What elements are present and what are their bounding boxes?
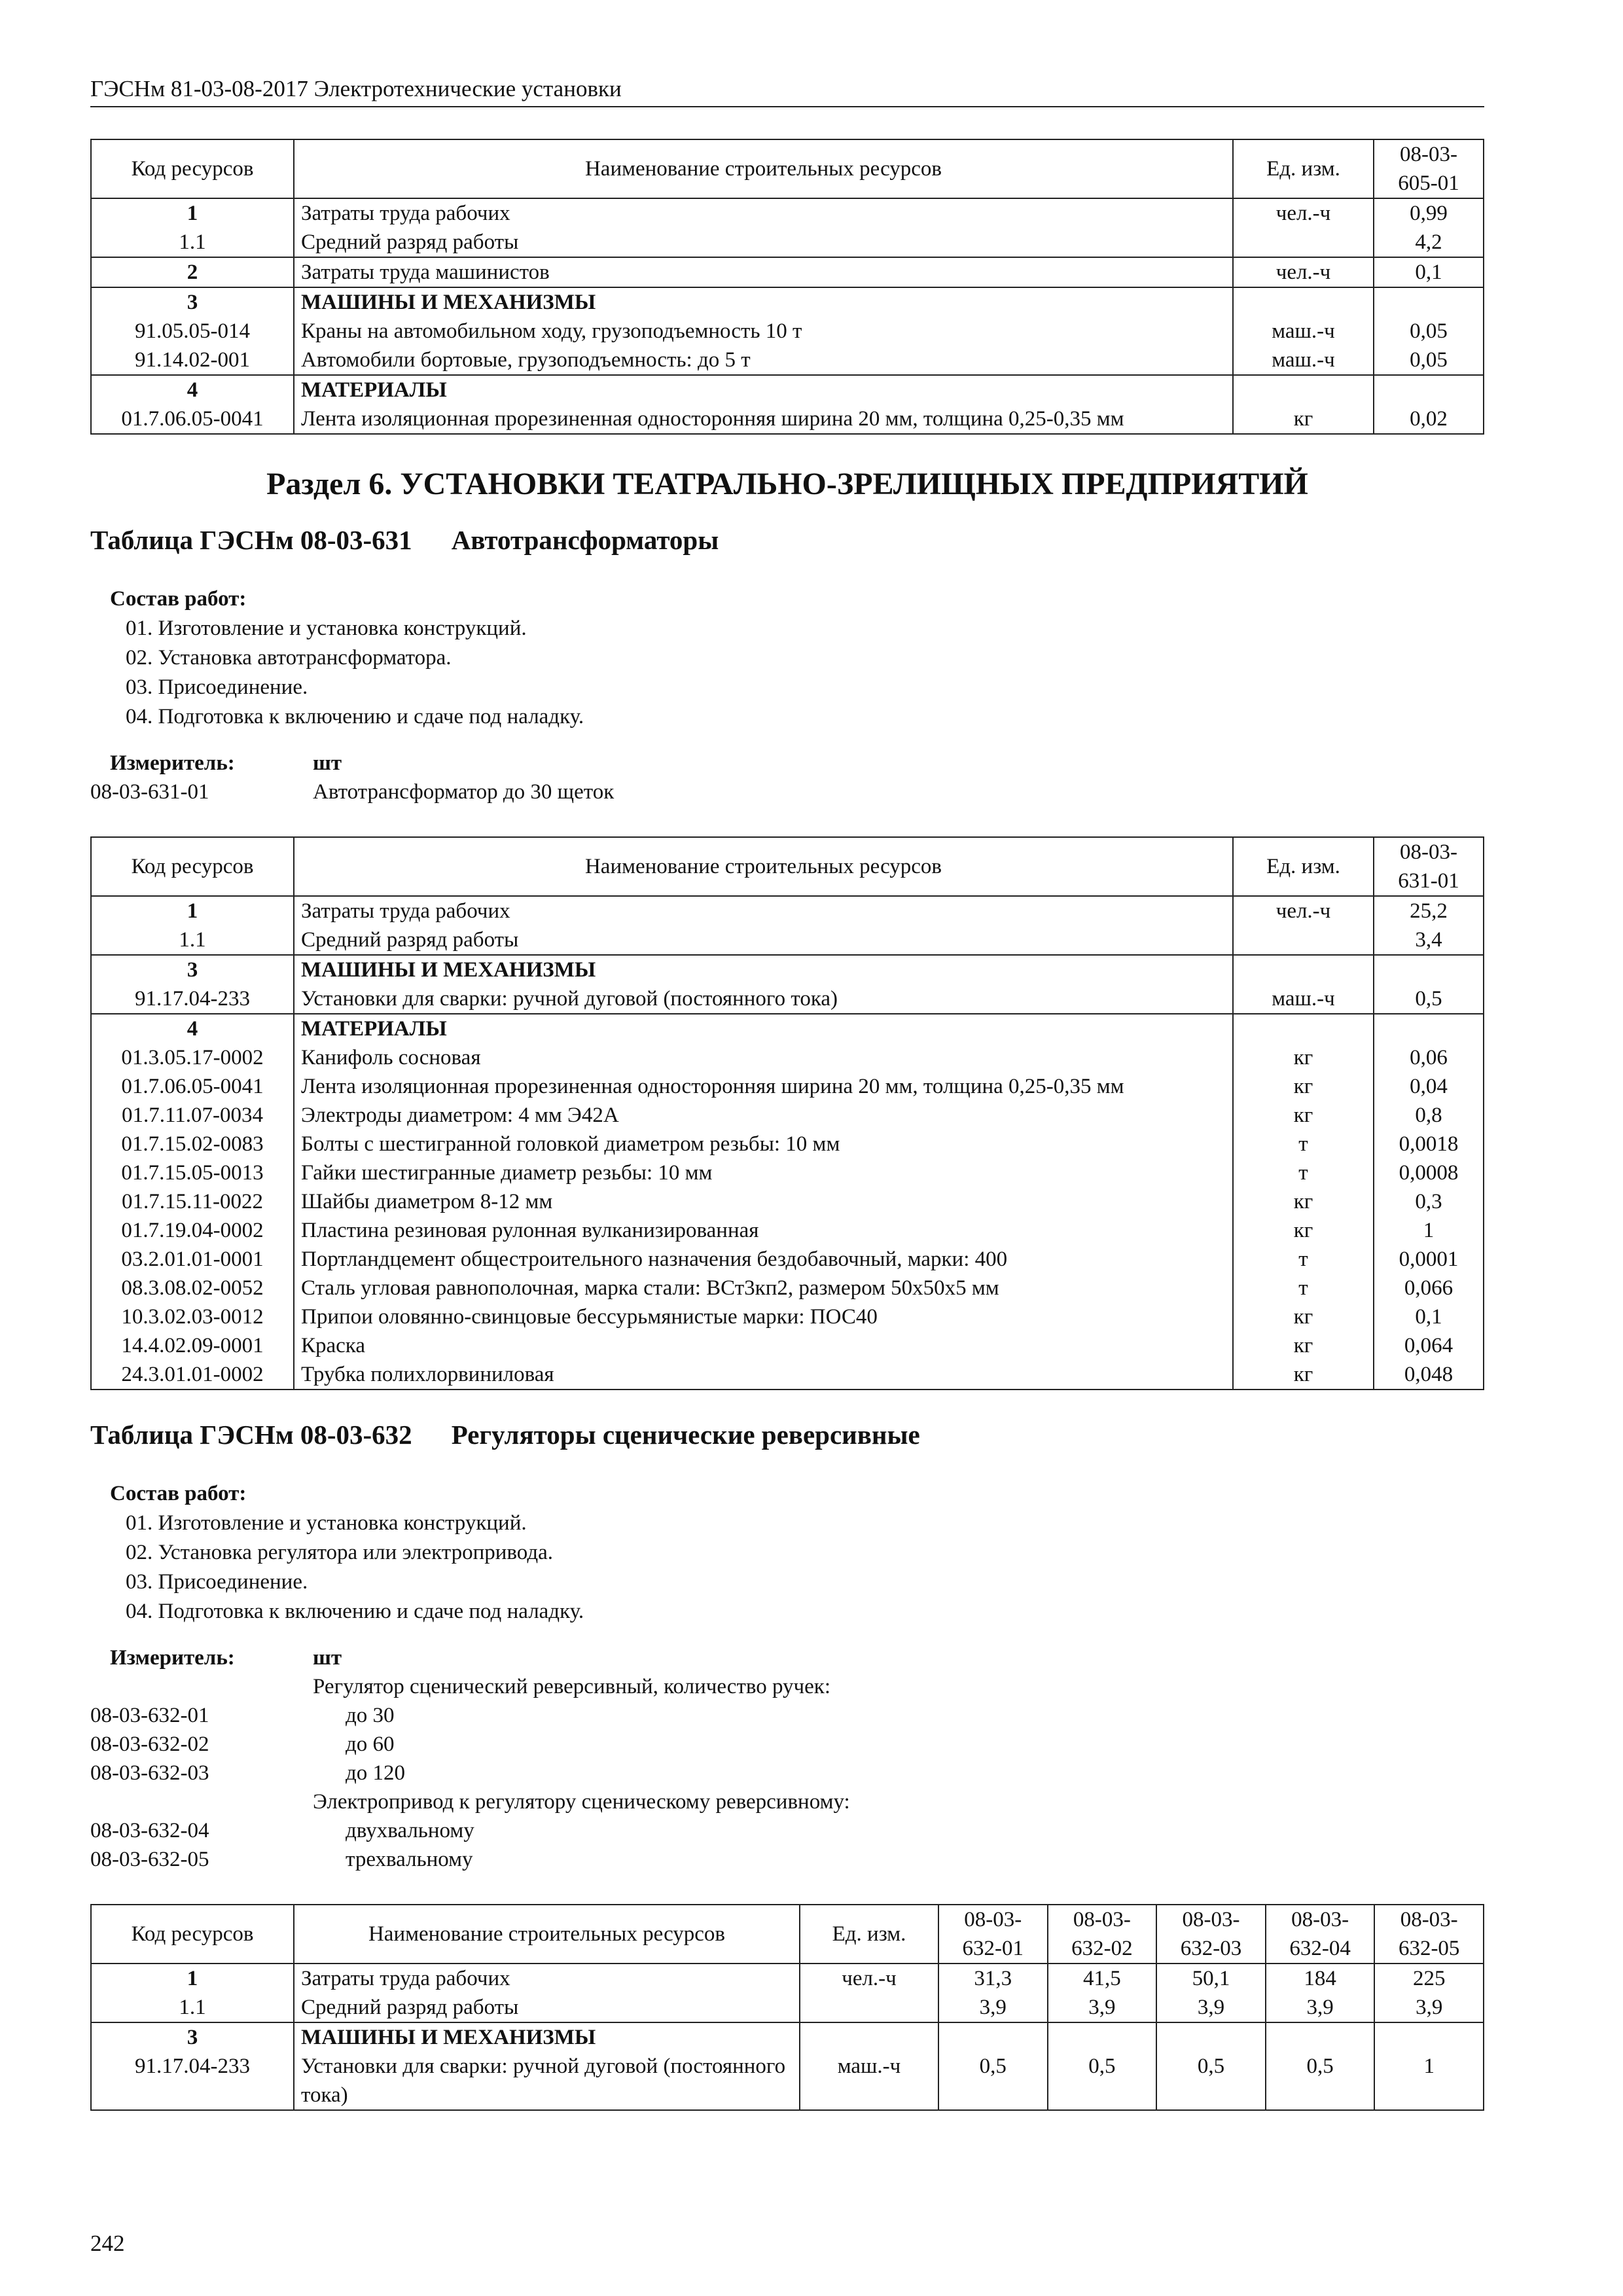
table-cell xyxy=(1374,287,1484,317)
work-composition-631 xyxy=(110,584,1484,732)
table-cell xyxy=(800,1993,938,2022)
col-norm-header: 08-03-632-04 xyxy=(1266,1905,1375,1964)
meter-unit: шт xyxy=(313,1646,342,1670)
table-row xyxy=(91,984,1484,1014)
table-cell: 0,1 xyxy=(1374,257,1484,287)
col-norm-header: 08-03-631-01 xyxy=(1374,837,1484,896)
table-cell xyxy=(938,2022,1048,2052)
table-cell: 4 xyxy=(91,1014,294,1043)
table-cell xyxy=(1266,2022,1375,2052)
meter-row xyxy=(90,1730,850,1759)
table-body xyxy=(91,1964,1484,2110)
meter-row xyxy=(90,1701,850,1730)
meter-block-631 xyxy=(90,749,614,806)
table-cell: 0,04 xyxy=(1374,1072,1484,1101)
meter-text: до 60 xyxy=(346,1732,395,1756)
table-cell: Канифоль сосновая xyxy=(294,1043,1233,1072)
table-cell: 0,3 xyxy=(1374,1187,1484,1216)
table-cell: маш.-ч xyxy=(800,2052,938,2110)
table-row xyxy=(91,1072,1484,1101)
table-row xyxy=(91,228,1484,257)
table-cell: 0,05 xyxy=(1374,317,1484,346)
table-cell: кг xyxy=(1233,1331,1374,1360)
col-name-header: Наименование строительных ресурсов xyxy=(294,139,1233,198)
table-632-name: Регуляторы сценические реверсивные xyxy=(451,1420,920,1450)
table-cell: чел.-ч xyxy=(1233,257,1374,287)
meter-code: 08-03-632-05 xyxy=(90,1848,209,1871)
table-row xyxy=(91,925,1484,955)
table-cell: 0,048 xyxy=(1374,1360,1484,1390)
table-cell: 225 xyxy=(1374,1964,1484,1993)
table-row xyxy=(91,1993,1484,2022)
table-cell xyxy=(1374,375,1484,404)
table-cell: 91.17.04-233 xyxy=(91,2052,294,2110)
col-norm-header: 08-03-632-02 xyxy=(1048,1905,1157,1964)
col-norm-header: 08-03-632-01 xyxy=(938,1905,1048,1964)
table-cell: кг xyxy=(1233,404,1374,434)
table-row xyxy=(91,1274,1484,1302)
section-title: Раздел 6. УСТАНОВКИ ТЕАТРАЛЬНО-ЗРЕЛИЩНЫХ ПРЕДПРИЯТИЙ xyxy=(266,467,1308,501)
resource-table-631 xyxy=(90,836,1484,1390)
table-cell: чел.-ч xyxy=(1233,896,1374,925)
table-cell xyxy=(1374,955,1484,984)
table-cell xyxy=(1156,2022,1266,2052)
table-cell: чел.-ч xyxy=(1233,198,1374,228)
col-code-header: Код ресурсов xyxy=(91,139,294,198)
table-cell: Портландцемент общестроительного назначения бездобавочный, марки: 400 xyxy=(294,1245,1233,1274)
table-cell: 1.1 xyxy=(91,228,294,257)
table-cell: 0,06 xyxy=(1374,1043,1484,1072)
col-norm-header: 08-03-632-05 xyxy=(1374,1905,1484,1964)
table-cell: 50,1 xyxy=(1156,1964,1266,1993)
table-cell: 3,4 xyxy=(1374,925,1484,955)
meter-row xyxy=(90,1672,850,1701)
table-cell: 01.7.06.05-0041 xyxy=(91,404,294,434)
meter-row xyxy=(90,1816,850,1845)
col-name-header: Наименование строительных ресурсов xyxy=(294,837,1233,896)
table-cell: 08.3.08.02-0052 xyxy=(91,1274,294,1302)
table-cell: маш.-ч xyxy=(1233,984,1374,1014)
meter-text: двухвальному xyxy=(346,1819,474,1842)
table-cell: кг xyxy=(1233,1101,1374,1130)
table-cell: 0,064 xyxy=(1374,1331,1484,1360)
table-cell: МАТЕРИАЛЫ xyxy=(294,1014,1233,1043)
table-cell: 4,2 xyxy=(1374,228,1484,257)
table-cell: Лента изоляционная прорезиненная односторонняя ширина 20 мм, толщина 0,25-0,35 мм xyxy=(294,1072,1233,1101)
meter-unit: шт xyxy=(313,751,342,775)
table-cell: 25,2 xyxy=(1374,896,1484,925)
table-row xyxy=(91,317,1484,346)
meter-text: Электропривод к регулятору сценическому реверсивному: xyxy=(313,1790,850,1814)
table-631-name: Автотрансформаторы xyxy=(451,525,719,555)
table-row xyxy=(91,1158,1484,1187)
col-code-header: Код ресурсов xyxy=(91,837,294,896)
col-unit-header: Ед. изм. xyxy=(800,1905,938,1964)
table-cell: 3,9 xyxy=(1156,1993,1266,2022)
table-cell: 0,02 xyxy=(1374,404,1484,434)
table-row xyxy=(91,1130,1484,1158)
meter-code: 08-03-632-04 xyxy=(90,1819,209,1842)
table-cell xyxy=(1374,2022,1484,2052)
table-cell: 01.7.19.04-0002 xyxy=(91,1216,294,1245)
table-cell: Затраты труда рабочих xyxy=(294,896,1233,925)
table-cell: МАШИНЫ И МЕХАНИЗМЫ xyxy=(294,955,1233,984)
table-631-title xyxy=(90,524,1484,556)
work-item: 01. Изготовление и установка конструкций. xyxy=(126,1511,527,1535)
table-631-code: Таблица ГЭСНм 08-03-631 xyxy=(90,525,412,555)
table-cell: т xyxy=(1233,1158,1374,1187)
col-name-header: Наименование строительных ресурсов xyxy=(294,1905,800,1964)
table-cell xyxy=(1374,1014,1484,1043)
table-cell xyxy=(1233,925,1374,955)
table-cell: 0,99 xyxy=(1374,198,1484,228)
table-header-row xyxy=(91,139,1484,198)
meter-label: Измеритель: xyxy=(110,1646,235,1670)
table-cell: 1 xyxy=(91,1964,294,1993)
table-cell: 24.3.01.01-0002 xyxy=(91,1360,294,1390)
meter-row xyxy=(90,1759,850,1787)
table-cell: т xyxy=(1233,1245,1374,1274)
table-cell: 0,0008 xyxy=(1374,1158,1484,1187)
table-row xyxy=(91,287,1484,317)
table-cell: 91.05.05-014 xyxy=(91,317,294,346)
table-cell: 1 xyxy=(91,896,294,925)
table-header-row xyxy=(91,1905,1484,1964)
col-unit-header: Ед. изм. xyxy=(1233,837,1374,896)
table-row xyxy=(91,198,1484,228)
table-cell: 01.7.15.05-0013 xyxy=(91,1158,294,1187)
work-composition-label: Состав работ: xyxy=(110,587,247,611)
col-code-header: Код ресурсов xyxy=(91,1905,294,1964)
table-row xyxy=(91,375,1484,404)
table-cell: 41,5 xyxy=(1048,1964,1157,1993)
table-cell: Электроды диаметром: 4 мм Э42А xyxy=(294,1101,1233,1130)
table-cell xyxy=(1048,2022,1157,2052)
work-composition-label: Состав работ: xyxy=(110,1482,247,1505)
table-cell: 10.3.02.03-0012 xyxy=(91,1302,294,1331)
meter-text: трехвальному xyxy=(346,1848,473,1871)
table-cell: 1.1 xyxy=(91,1993,294,2022)
table-cell: т xyxy=(1233,1274,1374,1302)
work-item: 03. Присоединение. xyxy=(126,675,308,699)
table-cell: Краны на автомобильном ходу, грузоподъемность 10 т xyxy=(294,317,1233,346)
table-row xyxy=(91,1245,1484,1274)
table-cell xyxy=(800,2022,938,2052)
table-cell: 14.4.02.09-0001 xyxy=(91,1331,294,1360)
table-cell: 01.7.15.11-0022 xyxy=(91,1187,294,1216)
work-item: 04. Подготовка к включению и сдаче под наладку. xyxy=(126,1600,584,1623)
table-cell: 01.3.05.17-0002 xyxy=(91,1043,294,1072)
table-cell: Пластина резиновая рулонная вулканизированная xyxy=(294,1216,1233,1245)
table-cell: кг xyxy=(1233,1187,1374,1216)
table-cell: 03.2.01.01-0001 xyxy=(91,1245,294,1274)
table-cell xyxy=(1233,228,1374,257)
table-cell: 0,5 xyxy=(938,2052,1048,2110)
table-cell: МАТЕРИАЛЫ xyxy=(294,375,1233,404)
table-cell: 3 xyxy=(91,2022,294,2052)
table-cell: 3,9 xyxy=(938,1993,1048,2022)
meter-text: Регулятор сценический реверсивный, количество ручек: xyxy=(313,1675,830,1698)
table-cell: Средний разряд работы xyxy=(294,925,1233,955)
meter-block-632 xyxy=(90,1643,850,1874)
col-norm-header: 08-03-632-03 xyxy=(1156,1905,1266,1964)
resource-table-605 xyxy=(90,139,1484,435)
meter-label: Измеритель: xyxy=(110,751,235,775)
table-cell: 0,0001 xyxy=(1374,1245,1484,1274)
table-cell: 0,8 xyxy=(1374,1101,1484,1130)
table-row xyxy=(91,896,1484,925)
table-cell: Установки для сварки: ручной дуговой (постоянного тока) xyxy=(294,984,1233,1014)
table-cell: Краска xyxy=(294,1331,1233,1360)
table-cell: Затраты труда рабочих xyxy=(294,1964,800,1993)
meter-code: 08-03-631-01 xyxy=(90,780,209,804)
table-cell: 4 xyxy=(91,375,294,404)
table-cell: Затраты труда машинистов xyxy=(294,257,1233,287)
work-item: 01. Изготовление и установка конструкций. xyxy=(126,617,527,640)
table-cell: 1 xyxy=(1374,2052,1484,2110)
table-cell: МАШИНЫ И МЕХАНИЗМЫ xyxy=(294,287,1233,317)
table-cell: маш.-ч xyxy=(1233,346,1374,375)
meter-code: 08-03-632-01 xyxy=(90,1704,209,1727)
table-cell: маш.-ч xyxy=(1233,317,1374,346)
table-cell: 1 xyxy=(1374,1216,1484,1245)
table-cell: 91.17.04-233 xyxy=(91,984,294,1014)
table-row xyxy=(91,1216,1484,1245)
resource-table-632 xyxy=(90,1904,1484,2111)
meter-code: 08-03-632-02 xyxy=(90,1732,209,1756)
table-cell: 0,1 xyxy=(1374,1302,1484,1331)
table-cell: 2 xyxy=(91,257,294,287)
table-cell: 91.14.02-001 xyxy=(91,346,294,375)
table-row xyxy=(91,1101,1484,1130)
meter-code: 08-03-632-03 xyxy=(90,1761,209,1785)
table-cell: 0,066 xyxy=(1374,1274,1484,1302)
table-cell: 1 xyxy=(91,198,294,228)
table-cell: кг xyxy=(1233,1302,1374,1331)
table-row xyxy=(91,1043,1484,1072)
table-row xyxy=(91,257,1484,287)
work-item: 02. Установка автотрансформатора. xyxy=(126,646,452,670)
table-cell: 3,9 xyxy=(1266,1993,1375,2022)
table-row xyxy=(91,2052,1484,2110)
table-cell: Гайки шестигранные диаметр резьбы: 10 мм xyxy=(294,1158,1233,1187)
meter-row xyxy=(90,1845,850,1874)
meter-text: Автотрансформатор до 30 щеток xyxy=(313,780,615,804)
table-header-row xyxy=(91,837,1484,896)
table-cell: Автомобили бортовые, грузоподъемность: до 5 т xyxy=(294,346,1233,375)
table-cell: 0,0018 xyxy=(1374,1130,1484,1158)
table-row xyxy=(91,346,1484,375)
work-item: 02. Установка регулятора или электропривода. xyxy=(126,1541,554,1564)
document-page xyxy=(90,73,1484,2111)
table-cell: Сталь угловая равнополочная, марка стали: ВСт3кп2, размером 50х50х5 мм xyxy=(294,1274,1233,1302)
table-632-code: Таблица ГЭСНм 08-03-632 xyxy=(90,1420,412,1450)
table-row xyxy=(91,404,1484,434)
table-cell: кг xyxy=(1233,1043,1374,1072)
meter-code xyxy=(90,1787,313,1816)
table-row xyxy=(91,1302,1484,1331)
meter-row xyxy=(90,1787,850,1816)
table-cell: кг xyxy=(1233,1360,1374,1390)
table-cell: Трубка полихлорвиниловая xyxy=(294,1360,1233,1390)
table-cell: 0,5 xyxy=(1156,2052,1266,2110)
table-cell: 184 xyxy=(1266,1964,1375,1993)
table-cell: 0,05 xyxy=(1374,346,1484,375)
table-cell: кг xyxy=(1233,1216,1374,1245)
table-row xyxy=(91,2022,1484,2052)
table-row xyxy=(91,1187,1484,1216)
table-cell: Затраты труда рабочих xyxy=(294,198,1233,228)
table-cell: Шайбы диаметром 8-12 мм xyxy=(294,1187,1233,1216)
table-cell: МАШИНЫ И МЕХАНИЗМЫ xyxy=(294,2022,800,2052)
meter-code xyxy=(90,1672,313,1701)
work-composition-632 xyxy=(110,1479,1484,1626)
table-cell: 0,5 xyxy=(1374,984,1484,1014)
col-unit-header: Ед. изм. xyxy=(1233,139,1374,198)
table-row xyxy=(91,1360,1484,1390)
table-body xyxy=(91,198,1484,434)
table-cell: 3,9 xyxy=(1374,1993,1484,2022)
table-cell: т xyxy=(1233,1130,1374,1158)
table-cell: Припои оловянно-свинцовые бессурьмянистые марки: ПОС40 xyxy=(294,1302,1233,1331)
table-cell: Лента изоляционная прорезиненная односторонняя ширина 20 мм, толщина 0,25-0,35 мм xyxy=(294,404,1233,434)
table-cell: 1.1 xyxy=(91,925,294,955)
table-cell: чел.-ч xyxy=(800,1964,938,1993)
table-cell: 01.7.15.02-0083 xyxy=(91,1130,294,1158)
meter-text: до 120 xyxy=(346,1761,406,1785)
page-number: 242 xyxy=(90,2231,125,2256)
table-cell: 0,5 xyxy=(1266,2052,1375,2110)
running-header: ГЭСНм 81-03-08-2017 Электротехнические установки xyxy=(90,73,1484,107)
table-cell xyxy=(1233,1014,1374,1043)
table-cell: Средний разряд работы xyxy=(294,1993,800,2022)
table-body xyxy=(91,896,1484,1390)
table-cell: Болты с шестигранной головкой диаметром резьбы: 10 мм xyxy=(294,1130,1233,1158)
table-row xyxy=(91,1964,1484,1993)
table-cell: 3 xyxy=(91,955,294,984)
table-cell: 01.7.06.05-0041 xyxy=(91,1072,294,1101)
table-cell xyxy=(1233,375,1374,404)
work-item: 04. Подготовка к включению и сдаче под наладку. xyxy=(126,705,584,728)
table-cell xyxy=(1233,287,1374,317)
table-cell: Установки для сварки: ручной дуговой (постоянного тока) xyxy=(294,2052,800,2110)
table-row xyxy=(91,1014,1484,1043)
table-632-title xyxy=(90,1419,1484,1450)
table-cell: Средний разряд работы xyxy=(294,228,1233,257)
table-cell: 3,9 xyxy=(1048,1993,1157,2022)
col-norm-header: 08-03-605-01 xyxy=(1374,139,1484,198)
table-cell: 31,3 xyxy=(938,1964,1048,1993)
work-item: 03. Присоединение. xyxy=(126,1570,308,1594)
table-row xyxy=(91,955,1484,984)
table-cell: 0,5 xyxy=(1048,2052,1157,2110)
table-cell: 01.7.11.07-0034 xyxy=(91,1101,294,1130)
table-cell: кг xyxy=(1233,1072,1374,1101)
table-cell: 3 xyxy=(91,287,294,317)
table-row xyxy=(91,1331,1484,1360)
table-cell xyxy=(1233,955,1374,984)
meter-text: до 30 xyxy=(346,1704,395,1727)
